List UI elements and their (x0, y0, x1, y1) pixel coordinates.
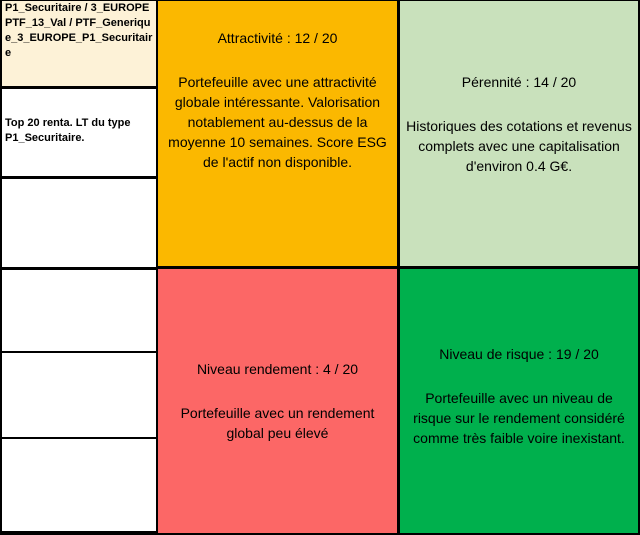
rendement-title: Niveau rendement : 4 / 20 (196, 361, 359, 377)
portfolio-description-cell (2, 89, 156, 176)
empty-cell-2 (2, 270, 156, 351)
empty-cell-4 (2, 439, 156, 531)
portfolio-description-text: Top 20 renta. LT du type P1_Securitaire. (5, 117, 131, 144)
perennite-text: Historiques des cotations et revenus complets avec une capitalisation d'environ 0.4 G€. (406, 117, 632, 174)
risque-title: Niveau de risque : 19 / 20 (439, 346, 599, 362)
attractivite-title: Attractivité : 12 / 20 (217, 29, 338, 46)
rendement-text: Portefeuille avec un rendement global peu élevé (180, 405, 375, 441)
attractivite-text: Portefeuille avec une attractivité globale intéressante. Valorisation notablement au-dessus de la moyenne 10 semaines. Score ESG de l'actif non disponible. (168, 73, 387, 170)
portfolio-header-cell (2, 1, 156, 86)
empty-cell-1 (2, 179, 156, 267)
risque-quadrant (400, 269, 638, 533)
perennite-quadrant (400, 1, 638, 266)
perennite-title: Pérennité : 14 / 20 (461, 73, 577, 90)
empty-cell-3 (2, 353, 156, 437)
attractivite-quadrant (158, 1, 397, 266)
rendement-quadrant (158, 269, 397, 533)
risque-text: Portefeuille avec un niveau de risque sur le rendement considéré comme très faible voire inexistant. (413, 390, 625, 446)
portfolio-header-text: P1_Securitaire / 3_EUROPE PTF_13_Val / PTF_Generique_3_EUROPE_P1_Securitaire (5, 2, 153, 59)
